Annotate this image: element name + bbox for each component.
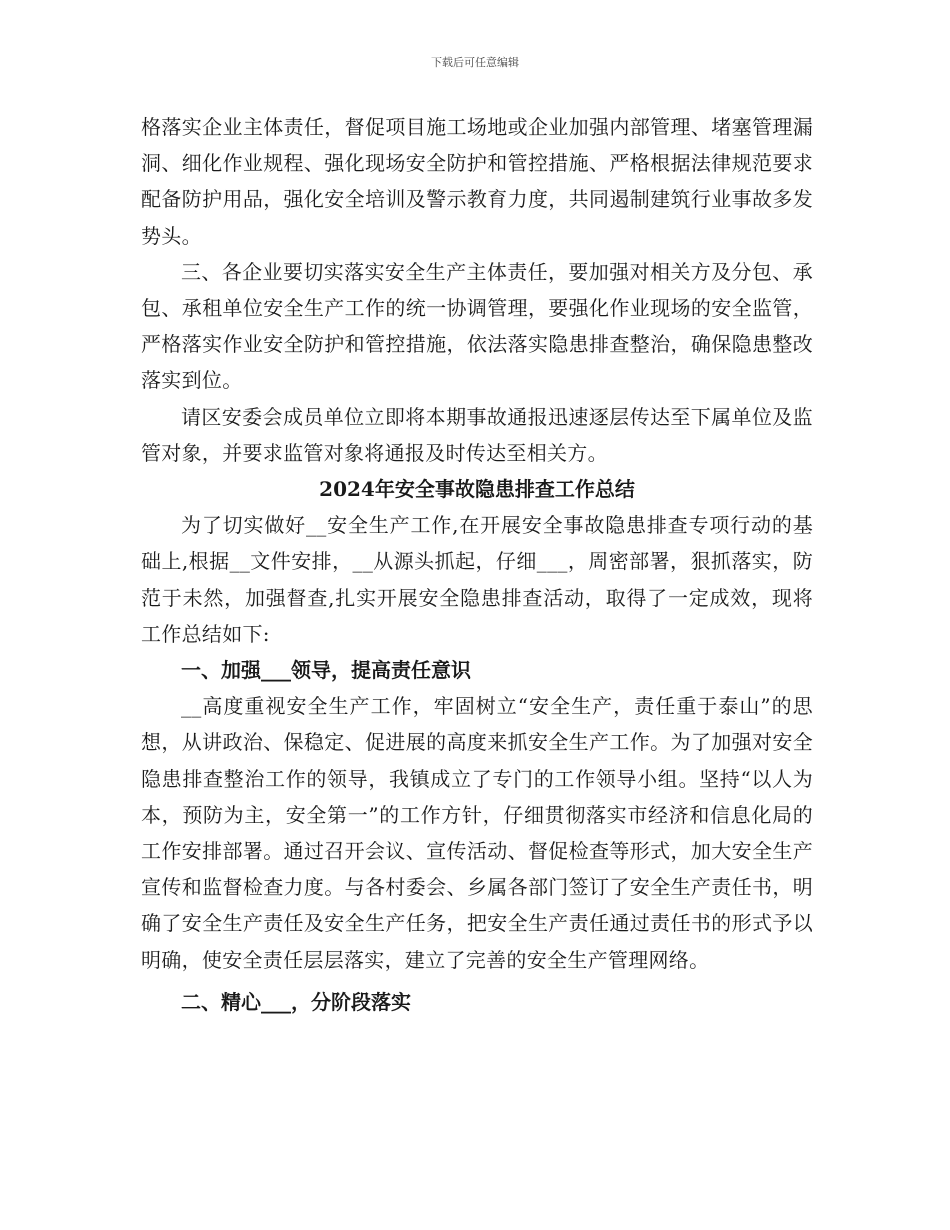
paragraph-intro: 为了切实做好__安全生产工作,在开展安全事故隐患排查专项行动的基础上,根据__文件安排，__从源头抓起，仔细___，周密部署，狠抓落实，防范于未然，加强督查,扎实开展安全隐患排查活动，取得了一定成效，现将工作总结如下: (141, 513, 813, 646)
document-title: 2024年安全事故隐患排查工作总结 (319, 477, 635, 502)
paragraph-continuation: 格落实企业主体责任，督促项目施工场地或企业加强内部管理、堵塞管理漏洞、细化作业规程、强化现场安全防护和管控措施、严格根据法律规范要求配备防护用品，强化安全培训及警示教育力度，共同遏制建筑行业事故多发势头。 (141, 115, 813, 248)
paragraph-item-three: 三、各企业要切实落实安全生产主体责任，要加强对相关方及分包、承包、承租单位安全生产工作的统一协调管理，要强化作业现场的安全监管，严格落实作业安全防护和管控措施，依法落实隐患排查整治，确保隐患整改落实到位。 (141, 259, 813, 393)
section-heading-1: 一、加强___领导，提高责任意识 (181, 658, 471, 683)
header-note: 下载后可任意编辑 (431, 56, 519, 69)
section-heading-2: 二、精心___，分阶段落实 (181, 989, 411, 1014)
document-body (141, 109, 813, 1020)
paragraph-notice: 请区安委会成员单位立即将本期事故通报迅速逐层传达至下属单位及监管对象，并要求监管对象将通报及时传达至相关方。 (141, 404, 813, 465)
paragraph-section-1: __高度重视安全生产工作，牢固树立“安全生产，责任重于泰山”的思想，从讲政治、保稳定、促进展的高度来抓安全生产工作。为了加强对安全隐患排查整治工作的领导，我镇成立了专门的工作领导小组。坚持“以人为本，预防为主，安全第一”的工作方针，仔细贯彻落实市经济和信息化局的工作安排部署。通过召开会议、宣传活动、督促检查等形式，加大安全生产宣传和监督检查力度。与各村委会、乡属各部门签订了安全生产责任书，明确了安全生产责任及安全生产任务，把安全生产责任通过责任书的形式予以明确，使安全责任层层落实，建立了完善的安全生产管理网络。 (141, 694, 813, 972)
